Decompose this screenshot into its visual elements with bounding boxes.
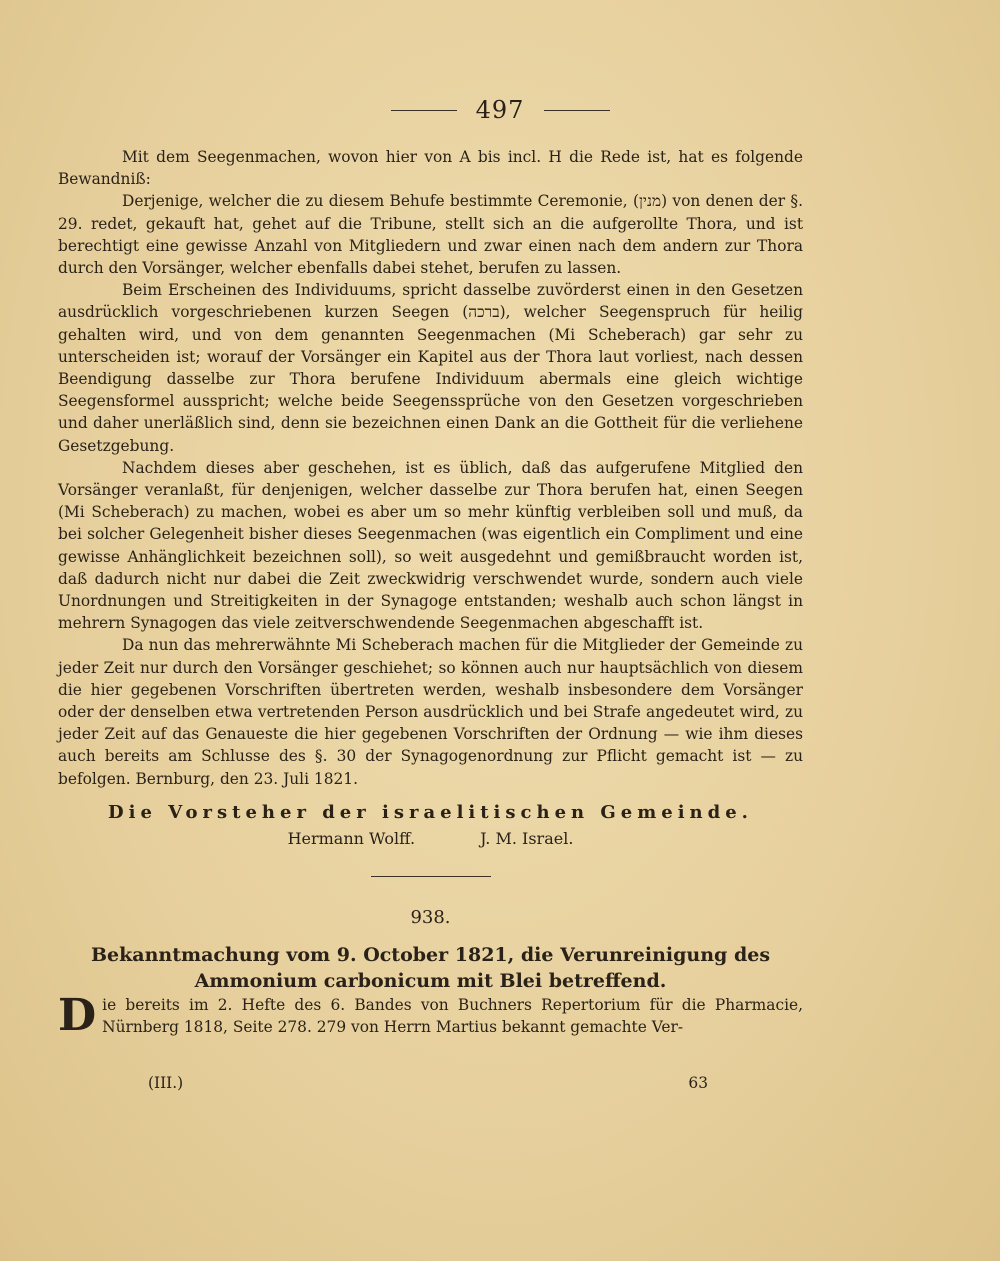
paragraph: Derjenige, welcher die zu diesem Behufe bestimmte Ceremonie, (מנין) von denen der §. 29. redet, gekauft hat, gehet auf die Tribune, stellt sich an die aufgerollte Thora, und ist berechtigt eine gewisse Anzahl von Mitgliedern und zwar einen nach dem andern zur Thora durch den Vorsänger, welcher ebenfalls dabei stehet, berufen zu lassen. [58, 192, 803, 278]
signatory-name: Hermann Wolff. [287, 829, 416, 849]
opening-text: ie bereits im 2. Hefte des 6. Bandes von Buchners Repertorium für die Pharmacie, Nürnberg 1818, Seite 278. 279 von Herrn Martius bekannt gemachte Ver- [102, 995, 803, 1036]
page-footer [148, 1074, 708, 1092]
paragraph: Beim Erscheinen des Individuums, spricht dasselbe zuvörderst einen in den Gesetzen ausdrücklich vorgeschriebenen kurzen Seegen (ברכה), welcher Seegenspruch für heilig gehalten wird, und von dem genannten Seegenmachen (Mi Scheberach) gar sehr zu unterscheiden ist; worauf der Vorsänger ein Kapitel aus der Thora laut vorliest, nach dessen Beendigung dasselbe zur Thora berufene Individuum abermals eine gleich wichtige Seegensformel ausspricht; welche beide Seegenssprüche von den Gesetzen vorgeschrieben und daher unerläßlich sind, denn sie bezeichnen einen Dank an die Gottheit für die verliehene Gesetzgebung. [58, 281, 803, 455]
page-number: 497 [475, 96, 525, 124]
section-opening-paragraph [58, 989, 803, 1041]
header-rule-left [391, 110, 457, 111]
section-title: Bekanntmachung vom 9. October 1821, die Verunreinigung des Ammonium carbonicum mit Blei betreffend. [90, 943, 771, 992]
main-text [58, 146, 803, 1041]
paragraph: Nachdem dieses aber geschehen, ist es üblich, daß das aufgerufene Mitglied den Vorsänger veranlaßt, für denjenigen, welcher dasselbe zur Thora berufen hat, einen Seegen (Mi Scheberach) zu machen, wobei es aber um so mehr künftig verbleiben soll und muß, da bei solcher Gelegenheit bisher dieses Seegenmachen (was eigentlich ein Compliment und eine gewisse Anhänglichkeit bezeichnen soll), so weit ausgedehnt und gemißbraucht worden ist, daß dadurch nicht nur dabei die Zeit zweckwidrig verschwendet wurde, sondern auch viele Unordnungen und Streitigkeiten in der Synagoge entstanden; weshalb auch schon längst in mehrern Synagogen das viele zeitverschwendende Seegenmachen abgeschafft ist. [58, 458, 803, 633]
page-header [0, 96, 1000, 136]
signature-mark: (III.) [148, 1074, 184, 1092]
paragraph: Mit dem Seegenmachen, wovon hier von A bis incl. H die Rede ist, hat es folgende Bewandniß: [58, 148, 803, 189]
signature-organization: Die Vorsteher der israelitischen Gemeinde. [108, 801, 753, 823]
header-rule-right [544, 110, 610, 111]
paragraph: Da nun das mehrerwähnte Mi Scheberach machen für die Mitglieder der Gemeinde zu jeder Zeit nur durch den Vorsänger geschiehet; so können auch nur hauptsächlich von diesem die hier gegebenen Vorschriften übertreten werden, weshalb insbesondere dem Vorsänger oder der denselben etwa vertretenden Person ausdrücklich und bei Strafe angedeutet wird, zu jeder Zeit auf das Genaueste die hier gegebenen Vorschriften der Ordnung — wie ihm dieses auch bereits am Schlusse des §. 30 der Synagogenordnung zur Pflicht gemacht ist — zu befolgen. Bernburg, den 23. Juli 1821. [58, 636, 803, 788]
sheet-number: 63 [688, 1074, 708, 1092]
section-number: 938. [410, 907, 451, 929]
signatory-name: J. M. Israel. [480, 829, 574, 849]
section-divider [371, 876, 491, 877]
drop-cap: D [58, 989, 97, 1041]
signature-names [58, 828, 803, 850]
